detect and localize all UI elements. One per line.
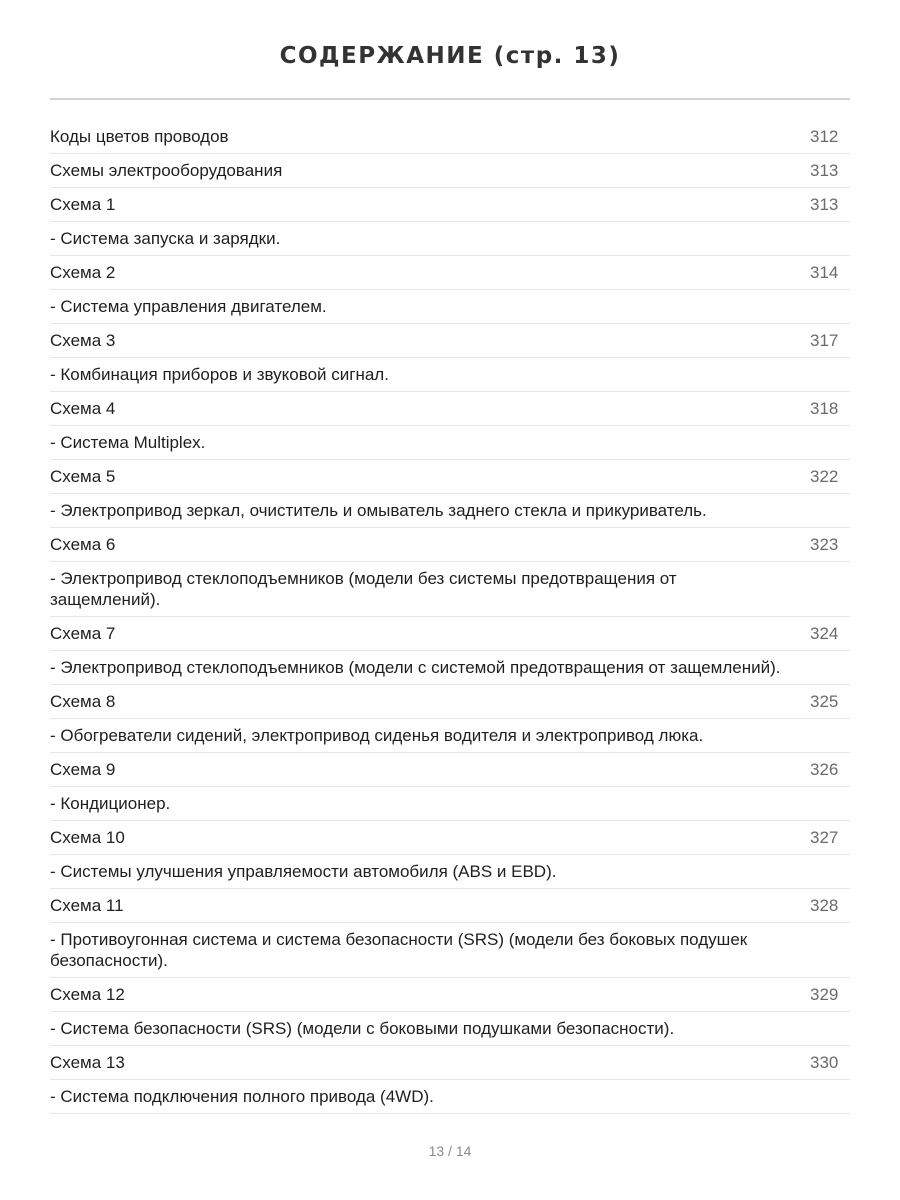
toc-entry[interactable] bbox=[50, 426, 850, 460]
toc-entry[interactable] bbox=[50, 923, 850, 978]
toc-entry[interactable] bbox=[50, 324, 850, 358]
toc-entry-title: Схема 7 bbox=[50, 624, 116, 643]
toc-entry[interactable] bbox=[50, 528, 850, 562]
toc-entry[interactable] bbox=[50, 256, 850, 290]
toc-entry-page-number: 317 bbox=[810, 331, 839, 350]
toc-entry-title: - Кондиционер. bbox=[50, 794, 171, 813]
toc-entry-title: - Противоугонная система и система безопасности (SRS) (модели без боковых подушек безопасности). bbox=[50, 930, 748, 970]
toc-entry-title: - Электропривод стеклоподъемников (модели без системы предотвращения от защемлений). bbox=[50, 569, 677, 609]
toc-entry[interactable] bbox=[50, 222, 850, 256]
toc-entry[interactable] bbox=[50, 617, 850, 651]
toc-entry-page-number: 328 bbox=[810, 896, 839, 915]
toc-entry-page-number: 322 bbox=[810, 467, 839, 486]
toc-entry-title: - Система запуска и зарядки. bbox=[50, 229, 281, 248]
table-of-contents bbox=[50, 120, 850, 1114]
toc-entry-title: - Электропривод зеркал, очиститель и омыватель заднего стекла и прикуриватель. bbox=[50, 501, 707, 520]
toc-entry-title: - Система безопасности (SRS) (модели с боковыми подушками безопасности). bbox=[50, 1019, 675, 1038]
toc-entry-title: - Обогреватели сидений, электропривод сиденья водителя и электропривод люка. bbox=[50, 726, 704, 745]
toc-entry[interactable] bbox=[50, 154, 850, 188]
toc-entry[interactable] bbox=[50, 821, 850, 855]
toc-entry-title: Схема 9 bbox=[50, 760, 116, 779]
page-title: СОДЕРЖАНИЕ (стр. 13) bbox=[279, 43, 621, 69]
toc-entry-title: Схема 5 bbox=[50, 467, 116, 486]
toc-entry-page-number: 318 bbox=[810, 399, 839, 418]
toc-entry-title: Схемы электрооборудования bbox=[50, 161, 283, 180]
toc-entry-page-number: 314 bbox=[810, 263, 839, 282]
toc-entry[interactable] bbox=[50, 1012, 850, 1046]
toc-entry[interactable] bbox=[50, 290, 850, 324]
toc-entry[interactable] bbox=[50, 1046, 850, 1080]
toc-entry-page-number: 325 bbox=[810, 692, 839, 711]
toc-entry[interactable] bbox=[50, 392, 850, 426]
toc-entry-title: Схема 12 bbox=[50, 985, 125, 1004]
toc-entry[interactable] bbox=[50, 719, 850, 753]
document-page bbox=[50, 0, 850, 1200]
toc-entry[interactable] bbox=[50, 188, 850, 222]
toc-entry-title: - Системы улучшения управляемости автомобиля (ABS и EBD). bbox=[50, 862, 557, 881]
toc-entry-page-number: 324 bbox=[810, 624, 839, 643]
toc-entry-title: Схема 2 bbox=[50, 263, 116, 282]
toc-entry[interactable] bbox=[50, 787, 850, 821]
toc-entry-title: Схема 8 bbox=[50, 692, 116, 711]
toc-entry-page-number: 313 bbox=[810, 195, 839, 214]
toc-entry-title: - Система подключения полного привода (4WD). bbox=[50, 1087, 434, 1106]
toc-entry-page-number: 312 bbox=[810, 127, 839, 146]
toc-entry-title: - Комбинация приборов и звуковой сигнал. bbox=[50, 365, 389, 384]
title-divider bbox=[50, 98, 850, 100]
toc-entry-title: Схема 1 bbox=[50, 195, 116, 214]
toc-entry[interactable] bbox=[50, 753, 850, 787]
toc-entry[interactable] bbox=[50, 460, 850, 494]
toc-entry-title: Схема 3 bbox=[50, 331, 116, 350]
toc-entry[interactable] bbox=[50, 685, 850, 719]
toc-entry-page-number: 313 bbox=[810, 161, 839, 180]
page-indicator: 13 / 14 bbox=[428, 1143, 472, 1159]
toc-entry-title: - Система Multiplex. bbox=[50, 433, 206, 452]
toc-entry-title: Схема 11 bbox=[50, 896, 124, 915]
toc-entry[interactable] bbox=[50, 1080, 850, 1114]
toc-entry-page-number: 329 bbox=[810, 985, 839, 1004]
toc-entry[interactable] bbox=[50, 562, 850, 617]
toc-entry-title: Схема 4 bbox=[50, 399, 116, 418]
toc-entry-page-number: 327 bbox=[810, 828, 839, 847]
toc-entry-title: - Электропривод стеклоподъемников (модели с системой предотвращения от защемлений). bbox=[50, 658, 781, 677]
toc-entry[interactable] bbox=[50, 651, 850, 685]
toc-entry-title: Схема 10 bbox=[50, 828, 125, 847]
toc-entry-title: Коды цветов проводов bbox=[50, 127, 229, 146]
toc-entry-title: - Система управления двигателем. bbox=[50, 297, 327, 316]
toc-entry[interactable] bbox=[50, 120, 850, 154]
toc-entry[interactable] bbox=[50, 978, 850, 1012]
toc-entry-page-number: 323 bbox=[810, 535, 839, 554]
toc-entry[interactable] bbox=[50, 889, 850, 923]
toc-entry-title: Схема 6 bbox=[50, 535, 116, 554]
toc-entry-page-number: 330 bbox=[810, 1053, 839, 1072]
toc-entry-page-number: 326 bbox=[810, 760, 839, 779]
toc-entry[interactable] bbox=[50, 494, 850, 528]
toc-entry[interactable] bbox=[50, 358, 850, 392]
toc-entry-title: Схема 13 bbox=[50, 1053, 125, 1072]
toc-entry[interactable] bbox=[50, 855, 850, 889]
